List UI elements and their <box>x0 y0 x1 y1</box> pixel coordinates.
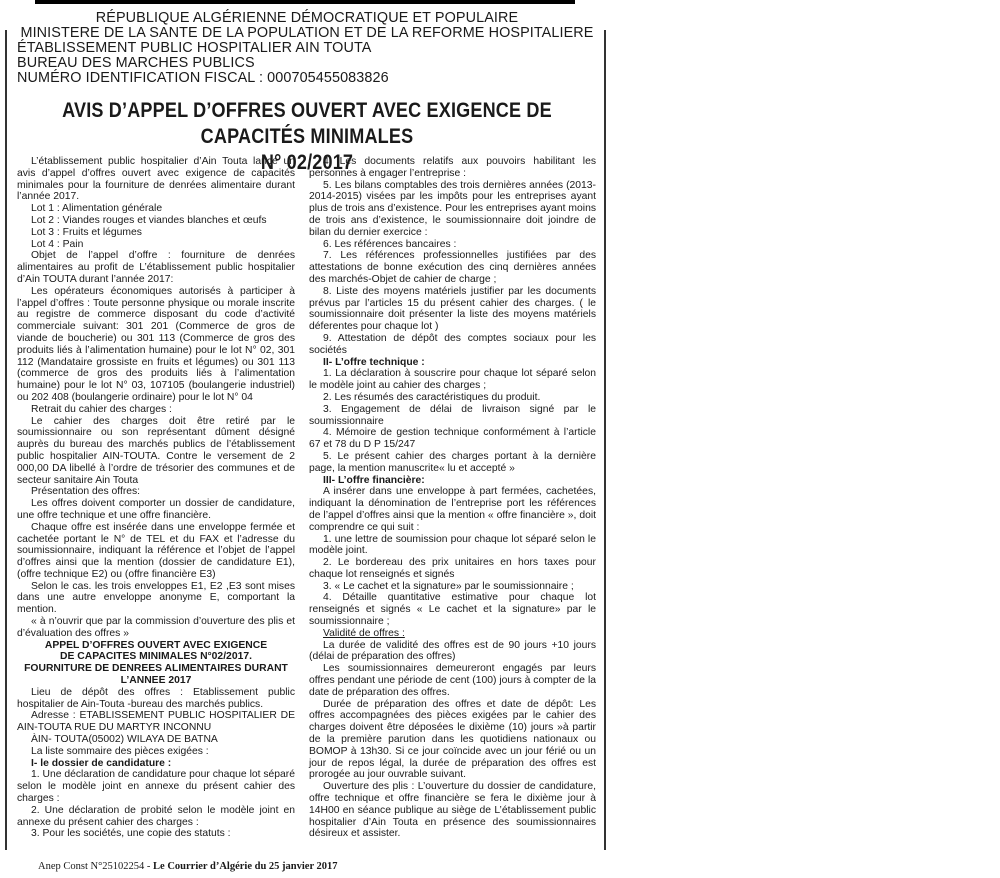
technical-item-2: 2. Les résumés des caractéristiques du produit. <box>323 391 541 403</box>
envelopes-paragraph: Selon le cas. les trois enveloppes E1, E2 ,E3 sont mises dans une autre enveloppe anonyme E, comportant la mention. <box>17 580 295 616</box>
footer-separator: - <box>144 861 154 872</box>
title-line-1: AVIS D’APPEL D’OFFRES OUVERT AVEC EXIGENCE DE CAPACITÉS MINIMALES <box>62 99 552 148</box>
technical-item-5: 5. Le présent cahier des charges portant à la dernière page, la mention manuscrite« lu et accepté » <box>309 450 596 474</box>
envelope-paragraph: Chaque offre est insérée dans une enveloppe fermée et cachetée portant le N° de TEL et du FAX et l’adresse du soumissionnaire, indiquant la référence et l’objet de l’appel d’offres ainsi que la mention (dossier de candidature E1), (offre technique E2) ou (offre financière E3) <box>17 521 295 580</box>
header-republic: RÉPUBLIQUE ALGÉRIENNE DÉMOCRATIQUE ET POPULAIRE <box>95 10 519 26</box>
header-establishment: ÉTABLISSEMENT PUBLIC HOSPITALIER AIN TOUTA <box>17 40 372 56</box>
newspaper-name: Le Courrier d’Algérie du <box>153 861 267 872</box>
object-paragraph: Objet de l’appel d’offre : fourniture de denrées alimentaires au profit de L’établissement public hospitalier d’Ain TOUTA durant l’année 2017: <box>17 250 295 285</box>
validity-duration: La durée de validité des offres est de 90 jours +10 jours (délai de préparation des offres) <box>309 639 596 663</box>
lot-2: Lot 2 : Viandes rouges et viandes blanches et œufs <box>31 214 267 226</box>
candidature-item-5: 5. Les bilans comptables des trois dernières années (2013-2014-2015) visées par les impôts pour les entreprises ayant plus de trois ans d’existence. Pour les entreprises ayant moins de trois ans d’existence, le soumissionnaire doit joindre de bilan du dernier exercice : <box>309 179 596 238</box>
financial-intro: A insérer dans une enveloppe à part fermées, cachetées, indiquant la dénomination de l’entreprise port les références de l’appel d’offres ainsi que la mention « offre financière », doit comprendre ce qui suit : <box>309 486 596 533</box>
title-number: N° 02/2017 <box>260 151 354 174</box>
presentation-paragraph: Les offres doivent comporter un dossier de candidature, une offre technique et une offre financière. <box>17 498 295 521</box>
publication-footer <box>38 861 338 872</box>
candidature-item-3: 3. Pour les sociétés, une copie des statuts : <box>31 828 231 840</box>
candidature-item-6: 6. Les références bancaires : <box>323 238 457 250</box>
financial-item-4: 4. Détaille quantitative estimative pour chaque lot renseignés et signés « Le cachet et la signature» par le soumissionnaire ; <box>309 592 596 628</box>
lot-1: Lot 1 : Alimentation générale <box>31 203 163 215</box>
publication-date: 25 janvier 2017 <box>268 861 338 872</box>
lot-3: Lot 3 : Fruits et légumes <box>31 226 142 238</box>
documents-list-heading: La liste sommaire des pièces exigées : <box>31 745 209 757</box>
financial-item-1: 1. une lettre de soumission pour chaque lot séparé selon le modèle joint. <box>309 533 596 557</box>
technical-item-3: 3. Engagement de délai de livraison signé par le soumissionnaire <box>309 403 596 427</box>
opening-paragraph: Ouverture des plis : L’ouverture du dossier de candidature, offre technique et offre financière se fera le dixième jour à 14H00 en séance publique au siège de L’établissement public hospitalier d’Ain Touta en présence des soumissionnaires désireux et assister. <box>309 781 596 840</box>
validity-heading-text: Validité de offres : <box>323 627 405 639</box>
candidature-item-1: 1. Une déclaration de candidature pour chaque lot séparé selon le modèle joint en annexe du présent cahier des charges : <box>17 769 295 805</box>
validity-heading <box>309 628 596 640</box>
financial-item-3: 3. « Le cachet et la signature» par le soumissionnaire ; <box>323 580 574 592</box>
notice-header <box>17 11 597 86</box>
financial-item-2: 2. Le bordereau des prix unitaires en hors taxes pour chaque lot renseignés et signés <box>309 557 596 580</box>
technical-item-4: 4. Mémoire de gestion technique conformément à l’article 67 et 78 du D P 15/247 <box>309 427 596 451</box>
right-column <box>309 156 596 840</box>
left-column <box>17 156 295 840</box>
address-city: ÀIN- TOUTA(05002) WILAYA DE BATNA <box>31 734 218 746</box>
top-rule <box>35 0 575 4</box>
candidature-item-8: 8. Liste des moyens matériels justifier par les documents prévus par l’articles 15 du présent cahier des charges. ( le soumissionnaire doit présenter la liste des moyens matériels déferentes pour chaque lot ) <box>309 285 596 333</box>
intro-paragraph: L’établissement public hospitalier d’Ain Touta lance un avis d’appel d’offres ouvert avec exigence de capacités minimales pour la fourniture de denrées alimentaire durant l’année 2017. <box>17 156 295 203</box>
header-bureau: BUREAU DES MARCHES PUBLICS <box>17 55 255 71</box>
caption-line-3: FOURNITURE DE DENREES ALIMENTAIRES DURANT <box>24 663 288 675</box>
mention-paragraph: « à n’ouvrir que par la commission d’ouverture des plis et d’évaluation des offres » <box>17 616 295 639</box>
technical-offer-heading: II- L’offre technique : <box>323 356 425 368</box>
withdrawal-heading: Retrait du cahier des charges : <box>31 403 172 415</box>
technical-item-1: 1. La déclaration à souscrire pour chaque lot séparé selon le modèle joint au cahier des charges ; <box>309 368 596 392</box>
caption-line-4: L’ANNEE 2017 <box>120 675 192 687</box>
operators-paragraph: Les opérateurs économiques autorisés à participer à l’appel d’offres : Toute personne physique ou morale inscrite au registre de commerce disposant du code d’activité commerciale suivant: 301 201 (Commerce de gros de viande de boucherie) ou 301 113 (Commerce de gros des produits liés à l’alimentation humaine) pour le lot N° 02, 301 112 (Mandataire grossiste en fruits et légumes) ou 301 113 (commerce de gros des produits liés à l’alimentation humaine) pour le lot N° 03, 107105 (boulangerie industriel) ou 202 408 (boulangerie ordinaire) pour le lot N° 04 <box>17 285 295 403</box>
candidature-item-9: 9. Attestation de dépôt des comptes sociaux pour les sociétés <box>309 332 596 356</box>
header-ministry: MINISTERE DE LA SANTE DE LA POPULATION ET DE LA REFORME HOSPITALIERE <box>20 25 594 41</box>
withdrawal-paragraph: Le cahier des charges doit être retiré par le soumissionnaire ou son représentant dûment désigné auprès du bureau des marchés publics de l’établissement public hospitalier AIN-TOUTA. Contre le versement de 2 000,00 DA libellé à l’ordre de trésorier des communes et de secteur sanitaire Ain Touta <box>17 415 295 486</box>
candidature-item-2: 2. Une déclaration de probité selon le modèle joint en annexe du présent cahier des charges : <box>17 804 295 828</box>
caption-line-2: DE CAPACITES MINIMALES N°02/2017. <box>60 651 252 663</box>
candidature-item-7: 7. Les références professionnelles justifiées par des attestations de bonne exécution des cinq dernières années des marchés-Objet de cahier de charge ; <box>309 250 596 285</box>
anep-reference: Anep Const N°25102254 <box>38 861 145 872</box>
financial-offer-heading: III- L’offre financière: <box>323 474 425 486</box>
caption-line-1: APPEL D’OFFRES OUVERT AVEC EXIGENCE <box>44 639 268 651</box>
presentation-heading: Présentation des offres: <box>31 486 141 498</box>
candidature-heading: I- le dossier de candidature : <box>31 757 172 769</box>
validity-engagement: Les soumissionnaires demeureront engagés par leurs offres pendant une période de cent (100) jours à compter de la date de préparation des offres. <box>309 663 596 698</box>
address: Adresse : ETABLISSEMENT PUBLIC HOSPITALIER DE AIN-TOUTA RUE DU MARTYR INCONNU <box>17 710 295 734</box>
preparation-duration: Durée de préparation des offres et date de dépôt: Les offres accompagnées des pièces exigées par le cahier des charges doivent être déposées le dixième (10) jours »à partir de la première parution dans les quotidiens nationaux ou BOMOP à 13h30. Si ce jour coïncide avec un jour férié ou un jour de repos légal, la durée de préparation des offres est prorogée au jour ouvrable suivant. <box>309 698 596 781</box>
candidature-item-4: 4. Les documents relatifs aux pouvoirs habilitant les personnes à engager l’entreprise : <box>309 156 596 179</box>
lot-4: Lot 4 : Pain <box>31 238 84 250</box>
deposit-place: Lieu de dépôt des offres : Etablissement public hospitalier de Ain-Touta -bureau des marchés publics. <box>17 686 295 710</box>
header-fiscal-id: NUMÉRO IDENTIFICATION FISCAL : 000705455083826 <box>17 70 389 86</box>
